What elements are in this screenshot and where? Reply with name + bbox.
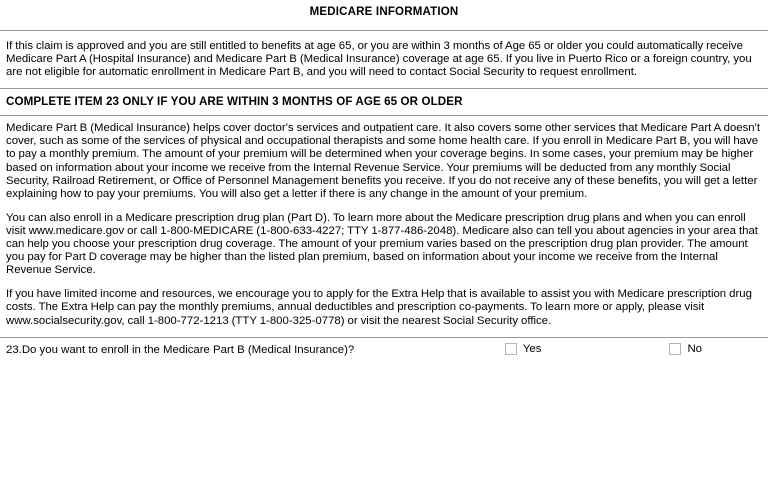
paragraph-part-b: Medicare Part B (Medical Insurance) helps cover doctor's services and outpatient care. It also covers some other services that Medicare Part A doesn't cover, such as some of the services of physical and occupational therapists and some home health care. If you enroll in Medicare Part B, you will have to pay a monthly premium. The amount of your premium will be determined when your coverage begins. In some cases, your premium may be higher based on information about your income we receive from the Internal Revenue Service. Your premiums will be deducted from any monthly Social Security, Railroad Retirement, or Office of Personnel Management benefits you receive. If you do not receive any of these benefits, you will get a letter explaining how to pay your premiums. You will also get a letter if there is any change in the amount of your premium. (6, 122, 760, 200)
answer-options (505, 343, 762, 355)
question-row-23 (0, 338, 768, 357)
section-heading: COMPLETE ITEM 23 ONLY IF YOU ARE WITHIN 3 MONTHS OF AGE 65 OR OLDER (6, 95, 463, 109)
spacer (0, 328, 768, 337)
answer-option-yes[interactable] (505, 343, 542, 355)
paragraph-extra-help: If you have limited income and resources, we encourage you to apply for the Extra Help that is available to assist you with Medicare prescription drug costs. The Extra Help can pay the monthly premiums, annual deductibles and prescription co-payments. To learn more or apply, please visit www.socialsecurity.gov, call 1-800-772-1213 (TTY 1-800-325-0778) or visit the nearest Social Security office. (6, 288, 752, 327)
spacer (0, 201, 768, 212)
checkbox-no[interactable] (669, 343, 681, 355)
question-23-label: 23.Do you want to enroll in the Medicare Part B (Medical Insurance)? (6, 343, 355, 356)
checkbox-yes[interactable] (505, 343, 517, 355)
answer-option-no[interactable] (669, 343, 702, 355)
page-title: MEDICARE INFORMATION (309, 6, 459, 18)
answer-label-no: No (687, 342, 702, 355)
spacer (0, 79, 768, 88)
intro-paragraph: If this claim is approved and you are still entitled to benefits at age 65, or you are within 3 months of Age 65 or older you could automatically receive Medicare Part A (Hospital Insurance) and Medicare Part B (Medical Insurance) coverage at age 65. If you live in Puerto Rico or a foreign country, you are not eligible for automatic enrollment in Medicare Part B, and you will need to contact Social Security to request enrollment. (6, 40, 752, 79)
spacer (0, 277, 768, 288)
answer-label-yes: Yes (522, 342, 542, 355)
paragraph-part-d: You can also enroll in a Medicare prescription drug plan (Part D). To learn more about the Medicare prescription drug plans and when you can enroll visit www.medicare.gov or call 1-800-MEDICARE (1-800-633-4227; TTY 1-877-486-2048). Medicare also can tell you about agencies in your area that can help you choose your prescription drug coverage. The amount of your premium varies based on the prescription drug plan provider. The amount you pay for Part D coverage may be higher than the listed plan premium, based on information about your income we receive from the Internal Revenue Service. (6, 211, 758, 277)
